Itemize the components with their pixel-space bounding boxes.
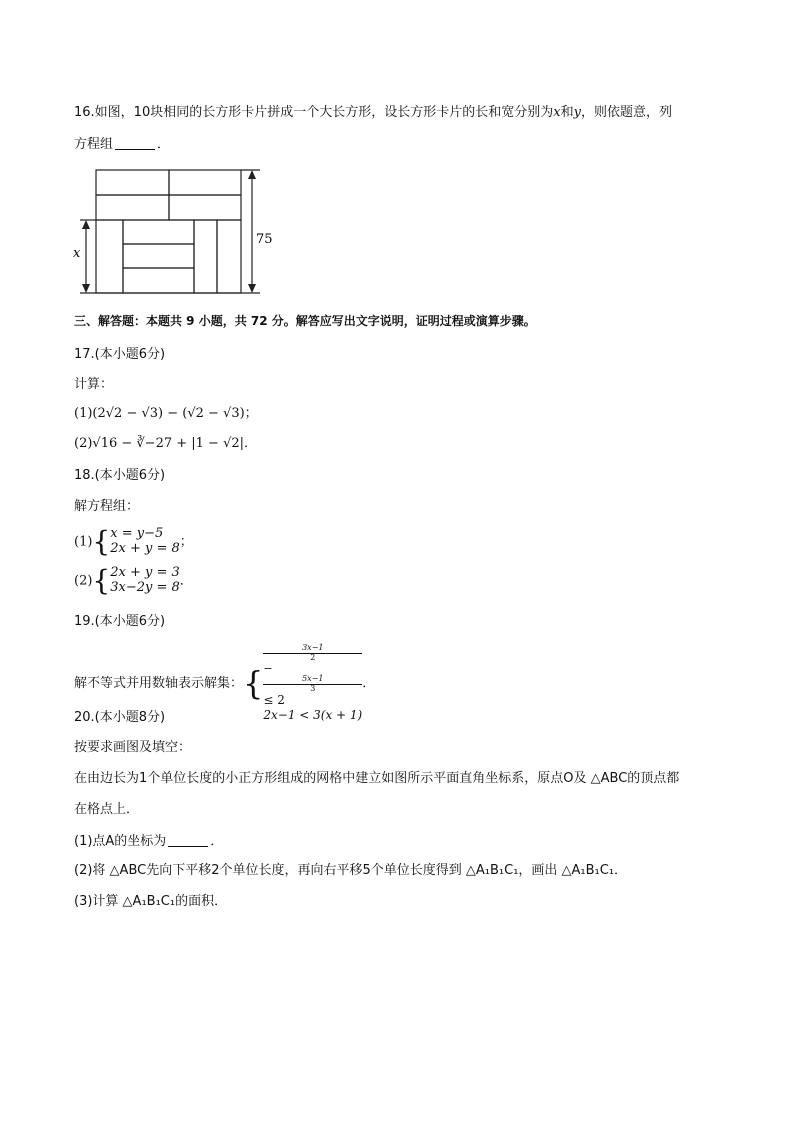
q18-intro: 解方程组： [74,499,140,514]
card-vertical-2 [194,220,217,293]
card-horizontal-3 [123,268,194,293]
punct: ； [179,534,193,550]
and-text: 和 [560,105,574,120]
q20-part2: (2)将 △ABC先向下平移2个单位长度，再向右平移5个单位长度得到 △A₁B₁C₁，画出 △A₁B₁C₁． [74,863,628,878]
q20-desc-line1: 在由边长为1个单位长度的小正方形组成的网格中建立如图所示平面直角坐标系，原点O及 △ABC的顶点都 [74,771,680,786]
equation-2: 3x−2y = 8 [110,579,180,595]
card-horizontal-2 [123,244,194,268]
fraction-2-den: 3 [310,684,316,694]
equation-1: 2x + y = 3 [110,565,180,580]
q18-part2 [74,563,193,597]
part-label: (2) [74,573,93,589]
fraction-1-num: 3x−1 [263,644,362,654]
minus-sign: − [263,661,273,675]
q16-line2 [74,137,170,151]
q16-line1 [74,106,672,119]
card-vertical-3 [217,220,241,293]
fraction-1 [263,644,362,663]
card-horizontal-1 [123,220,194,244]
q20-desc-line2: 在格点上． [74,802,140,817]
equation-2: 2x + y = 8 [110,540,180,556]
inequality-2: 2x−1 < 3(x + 1) [263,708,363,723]
inequality-1-rhs: ≤ 2 [263,692,285,707]
rectangle-figure [70,165,280,300]
q20-intro: 按要求画图及填空： [74,740,192,755]
var-y: y [573,105,581,120]
q18-title: 18.(本小题6分) [74,468,166,483]
punct: ． [362,675,376,691]
equation-system [110,566,180,596]
q20-part1 [74,834,223,848]
fraction-2-num: 5x−1 [263,675,362,685]
brace: { [243,664,264,703]
q19-title: 19.(本小题6分) [74,614,166,629]
inequality-system [263,644,362,723]
q16-text-end: ，则依题意，列 [580,105,672,120]
fraction-2 [263,675,362,694]
brace: { [92,524,111,558]
card-top-2 [169,170,241,195]
equation-system [110,527,180,557]
q16-line2-text: 方程组 [74,137,114,152]
part-label: (1) [74,534,93,550]
q18-part1 [74,524,193,558]
equation-1: x = y−5 [110,526,164,541]
card-top-3 [96,195,169,220]
section-3-header: 三、解答题：本题共 9 小题，共 72 分。解答应写出文字说明，证明过程或演算步骤。 [74,314,536,328]
q20-title: 20.(本小题8分) [74,710,166,725]
q17-intro: 计算： [74,377,114,392]
label-x: x [73,246,81,261]
fraction-1-den: 2 [310,652,316,662]
period: ． [157,137,171,152]
q20-part3: (3)计算 △A₁B₁C₁的面积． [74,894,228,909]
q16-text: 16.如图，10块相同的长方形卡片拼成一个大长方形，设长方形卡片的长和宽分别为 [74,105,554,120]
period: ． [210,834,224,849]
punct: ． [179,573,193,589]
brace: { [92,563,111,597]
card-vertical-1 [96,220,123,293]
q19-intro: 解不等式并用数轴表示解集： [74,675,244,691]
card-top-4 [169,195,241,220]
label-75: 75 [256,232,273,247]
card-top-1 [96,170,169,195]
q17-part1: (1)(2√2 − √3) − (√2 − √3)； [74,406,258,421]
q17-title: 17.(本小题6分) [74,347,166,362]
q20-part1-text: (1)点A的坐标为 [74,834,167,849]
inequality-1 [263,644,362,709]
answer-blank[interactable] [115,137,155,150]
var-x: x [553,105,561,120]
q17-part2: (2)√16 − ∛−27 + |1 − √2|． [74,436,258,451]
answer-blank[interactable] [168,834,208,847]
